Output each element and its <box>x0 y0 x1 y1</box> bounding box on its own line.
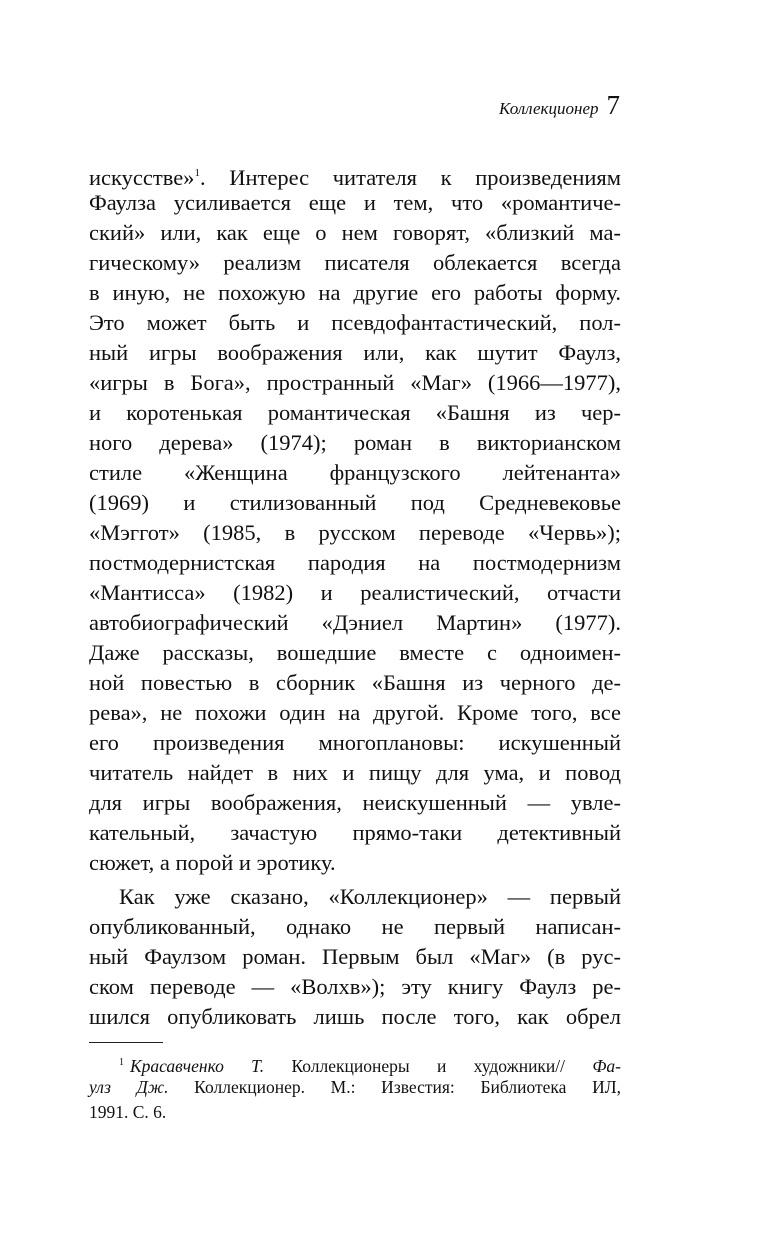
footnote <box>89 1050 621 1125</box>
footnote-author: Красавченко Т. <box>130 1056 265 1076</box>
text-line: искусстве»$^1$. Интерес читателя к произведениям <box>89 165 621 190</box>
text-line: опубликованный, однако не первый написан- <box>89 914 621 939</box>
text-line: Как уже сказано, «Коллекционер» — первый <box>119 884 621 909</box>
text-line: в иную, не похожую на другие его работы форму. <box>89 280 621 305</box>
text-line: Фаулза усиливается еще и тем, что «романтиче- <box>89 190 621 215</box>
footnote-marker: 1 <box>119 1057 124 1068</box>
body-text <box>89 158 621 1032</box>
text-line: рева», не похожи один на другой. Кроме того, все <box>89 700 621 725</box>
text-line: Даже рассказы, вошедшие вместе с одноимен- <box>89 640 621 665</box>
running-title: Коллекционер <box>499 99 599 118</box>
text-line: «Мэггот» (1985, в русском переводе «Червь»); <box>89 520 621 545</box>
text-line: стиле «Женщина французского лейтенанта» <box>89 460 621 485</box>
footnote-line: $^1$ Красавченко Т. Коллекционеры и художники// Фа- <box>119 1056 621 1076</box>
text-line: ный игры воображения или, как шутит Фаулз, <box>89 340 621 365</box>
text-line: его произведения многоплановы: искушенный <box>89 730 621 755</box>
text-line: гическому» реализм писателя облекается всегда <box>89 250 621 275</box>
footnote-line: 1991. С. 6. <box>89 1102 167 1122</box>
footnote-reference[interactable]: 1 <box>194 167 200 179</box>
text-line: Это может быть и псевдофантастический, пол- <box>89 310 621 335</box>
text-line: для игры воображения, неискушенный — увле- <box>89 790 621 815</box>
page-number: 7 <box>606 90 620 120</box>
text-line: постмодернистская пародия на постмодернизм <box>89 550 621 575</box>
footnote-author-2: улз Дж. <box>89 1077 169 1097</box>
text-line: шился опубликовать лишь после того, как обрел <box>89 1004 621 1029</box>
footnote-divider <box>89 1042 163 1043</box>
text-line: ском переводе — «Волхв»); эту книгу Фаулз ре- <box>89 974 621 999</box>
text-line: и коротенькая романтическая «Башня из чер- <box>89 400 621 425</box>
text-line: кательный, зачастую прямо-таки детективный <box>89 820 621 845</box>
text-line: ной повестью в сборник «Башня из черного де- <box>89 670 621 695</box>
text-line: читатель найдет в них и пищу для ума, и повод <box>89 760 621 785</box>
text-line: ного дерева» (1974); роман в викторианском <box>89 430 621 455</box>
text-line: «Мантисса» (1982) и реалистический, отчасти <box>89 580 621 605</box>
text-line: ский» или, как еще о нем говорят, «близкий ма- <box>89 220 621 245</box>
text-line: ный Фаулзом роман. Первым был «Маг» (в рус- <box>89 944 621 969</box>
text-line: сюжет, а порой и эротику. <box>89 850 336 875</box>
text-line: «игры в Бога», пространный «Маг» (1966—1977), <box>89 370 621 395</box>
footnote-line: улз Дж. Коллекционер. М.: Известия: Библиотека ИЛ, <box>89 1077 621 1097</box>
running-header <box>499 90 620 121</box>
text-line: автобиографический «Дэниел Мартин» (1977). <box>89 610 621 635</box>
text-line: (1969) и стилизованный под Средневековье <box>89 490 621 515</box>
